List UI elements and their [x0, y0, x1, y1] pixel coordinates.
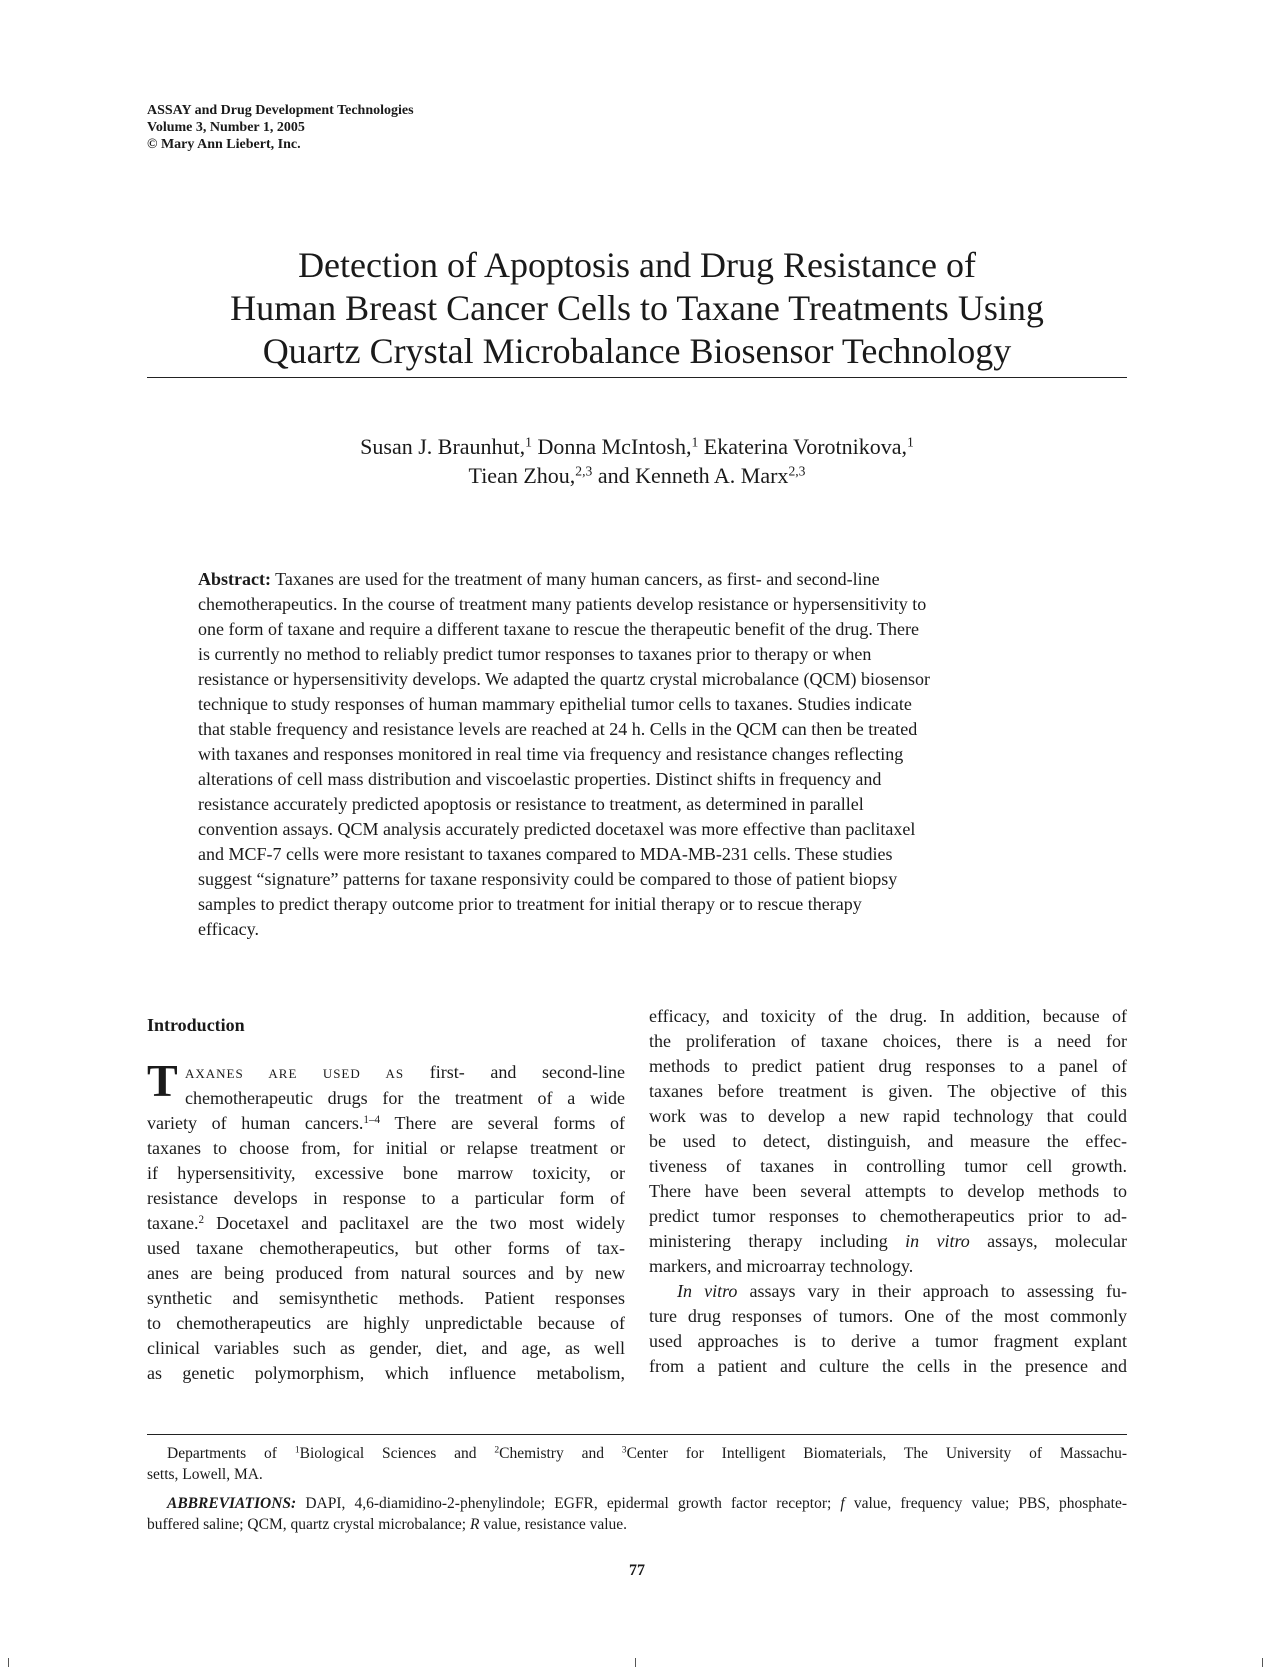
- abstract-line: alterations of cell mass distribution and viscoelastic properties. Distinct shifts in frequency and: [198, 769, 882, 789]
- text-line: used approaches is to derive a tumor fragment explant: [649, 1331, 1127, 1351]
- abbreviations-label: ABBREVIATIONS:: [167, 1495, 297, 1512]
- text-line: used taxane chemotherapeutics, but other forms of tax-: [147, 1238, 625, 1258]
- abstract-line: is currently no method to reliably predict tumor responses to taxanes prior to therapy or when: [198, 644, 872, 664]
- title-line: Detection of Apoptosis and Drug Resistance of: [298, 245, 976, 285]
- affiliation-mark: 1: [525, 434, 532, 450]
- journal-name: ASSAY and Drug Development Technologies: [147, 103, 414, 118]
- article-title: [147, 244, 1127, 373]
- intro-column-left: [147, 1013, 625, 1386]
- text-line: the proliferation of taxane choices, there is a need for: [649, 1031, 1127, 1051]
- abstract-line: resistance or hypersensitivity develops. We adapted the quartz crystal microbalance (QCM) biosensor: [198, 669, 930, 689]
- author-name: and Kenneth A. Marx: [592, 463, 789, 488]
- author-name: Tiean Zhou,: [468, 463, 576, 488]
- text-line: work was to develop a new rapid technology that could: [649, 1106, 1127, 1126]
- footnote-divider: [147, 1434, 1127, 1435]
- text-line: as genetic polymorphism, which influence metabolism,: [147, 1363, 625, 1383]
- affiliation-mark: 1: [691, 434, 699, 450]
- citation: 1–4: [363, 1113, 381, 1126]
- text-line: predict tumor responses to chemotherapeutics prior to ad-: [649, 1206, 1127, 1226]
- page-number: 77: [629, 1562, 645, 1579]
- text-line: clinical variables such as gender, diet, and age, as well: [147, 1338, 625, 1358]
- text-line: taxanes before treatment is given. The objective of this: [649, 1081, 1127, 1101]
- text-line: variety of human cancers.$^{1-4}$ There are several forms of: [147, 1113, 625, 1133]
- crop-mark: [8, 1658, 9, 1667]
- intro-column-right: [649, 1004, 1127, 1379]
- text-line: taxanes to choose from, for initial or relapse treatment or: [147, 1138, 625, 1158]
- author-name: Donna McIntosh,: [531, 434, 692, 459]
- text-line: In vitro assays vary in their approach to assessing fu-: [677, 1281, 1127, 1301]
- abstract-line: chemotherapeutics. In the course of treatment many patients develop resistance or hypersensitivity to: [198, 594, 927, 614]
- affiliation-mark: 1: [907, 434, 914, 450]
- abstract-line: efficacy.: [198, 919, 259, 939]
- text-line: chemotherapeutic drugs for the treatment of a wide: [185, 1088, 625, 1108]
- italic-term: In vitro: [677, 1281, 738, 1301]
- section-heading: Introduction: [147, 1015, 245, 1035]
- text-line: taxane.$^2$ Docetaxel and paclitaxel are the two most widely: [147, 1213, 625, 1233]
- text-line: synthetic and semisynthetic methods. Patient responses: [147, 1288, 625, 1308]
- affiliation-note: Departments of $^1$Biological Sciences and $^2$Chemistry and $^3$Center for Intelligent Biomaterials, The University of Massachu-: [167, 1444, 1128, 1462]
- abstract-label: Abstract:: [198, 569, 271, 589]
- small-caps-lead: AXANES ARE USED AS: [185, 1066, 405, 1081]
- abstract-line: one form of taxane and require a different taxane to rescue the therapeutic benefit of the drug. There: [198, 619, 920, 639]
- abstract-line: and MCF-7 cells were more resistant to taxanes compared to MDA-MB-231 cells. These studies: [198, 844, 893, 864]
- title-line: Quartz Crystal Microbalance Biosensor Technology: [262, 331, 1012, 371]
- abstract-line: samples to predict therapy outcome prior to treatment for initial therapy or to rescue therapy: [198, 894, 862, 914]
- text-line: efficacy, and toxicity of the drug. In addition, because of: [649, 1006, 1127, 1026]
- text-line: from a patient and culture the cells in the presence and: [649, 1356, 1127, 1376]
- affiliation-note: setts, Lowell, MA.: [147, 1466, 263, 1483]
- abstract-line: convention assays. QCM analysis accurately predicted docetaxel was more effective than paclitaxel: [198, 819, 916, 839]
- text-line: tiveness of taxanes in controlling tumor cell growth.: [649, 1156, 1127, 1176]
- abstract-line: suggest “signature” patterns for taxane responsivity could be compared to those of patient biopsy: [198, 869, 898, 889]
- author-name: Ekaterina Vorotnikova,: [698, 434, 908, 459]
- title-divider: [147, 377, 1127, 378]
- text-line: There have been several attempts to develop methods to: [649, 1181, 1127, 1201]
- abbreviations-note: ABBREVIATIONS: DAPI, 4,6-diamidino-2-phenylindole; EGFR, epidermal growth factor receptor; f value, frequency value; PBS, phosphate-: [167, 1495, 1127, 1512]
- journal-copyright: © Mary Ann Liebert, Inc.: [147, 137, 301, 152]
- text-line: if hypersensitivity, excessive bone marrow toxicity, or: [147, 1163, 625, 1183]
- text-line: markers, and microarray technology.: [649, 1256, 914, 1276]
- affiliation-mark: 2,3: [575, 463, 593, 479]
- author-name: Susan J. Braunhut,: [360, 434, 526, 459]
- citation: 2: [198, 1213, 205, 1226]
- author-line: [147, 432, 1127, 461]
- abstract-line: that stable frequency and resistance levels are reached at 24 h. Cells in the QCM can then be treated: [198, 719, 918, 739]
- journal-header: [147, 102, 414, 153]
- abstract-line: resistance accurately predicted apoptosis or resistance to treatment, as determined in parallel: [198, 794, 864, 814]
- crop-mark: [635, 1658, 636, 1667]
- abstract: [198, 567, 1078, 942]
- abstract-line: Abstract: Taxanes are used for the treatment of many human cancers, as first- and second-line: [198, 569, 880, 589]
- text-line: T AXANES ARE USED AS first- and second-line: [147, 1055, 625, 1106]
- text-line: ministering therapy including in vitro assays, molecular: [649, 1231, 1127, 1251]
- text-line: resistance develops in response to a particular form of: [147, 1188, 625, 1208]
- crop-mark: [1262, 1658, 1263, 1667]
- author-list: [147, 432, 1127, 490]
- italic-term: in vitro: [905, 1231, 970, 1251]
- text-line: ture drug responses of tumors. One of the most commonly: [649, 1306, 1127, 1326]
- abbreviations-note: buffered saline; QCM, quartz crystal microbalance; R value, resistance value.: [147, 1516, 628, 1533]
- affiliation-mark: 2,3: [788, 463, 806, 479]
- text-line: to chemotherapeutics are highly unpredictable because of: [147, 1313, 625, 1333]
- abstract-line: with taxanes and responses monitored in real time via frequency and resistance changes reflecting: [198, 744, 904, 764]
- text-line: methods to predict patient drug responses to a panel of: [649, 1056, 1127, 1076]
- drop-cap: T: [147, 1055, 178, 1106]
- text-line: anes are being produced from natural sources and by new: [147, 1263, 625, 1283]
- text-line: be used to detect, distinguish, and measure the effec-: [649, 1131, 1127, 1151]
- abstract-line: technique to study responses of human mammary epithelial tumor cells to taxanes. Studies indicate: [198, 694, 912, 714]
- author-line: [147, 461, 1127, 490]
- title-line: Human Breast Cancer Cells to Taxane Treatments Using: [230, 288, 1044, 328]
- footnotes: [147, 1443, 1127, 1535]
- journal-volume: Volume 3, Number 1, 2005: [147, 120, 305, 135]
